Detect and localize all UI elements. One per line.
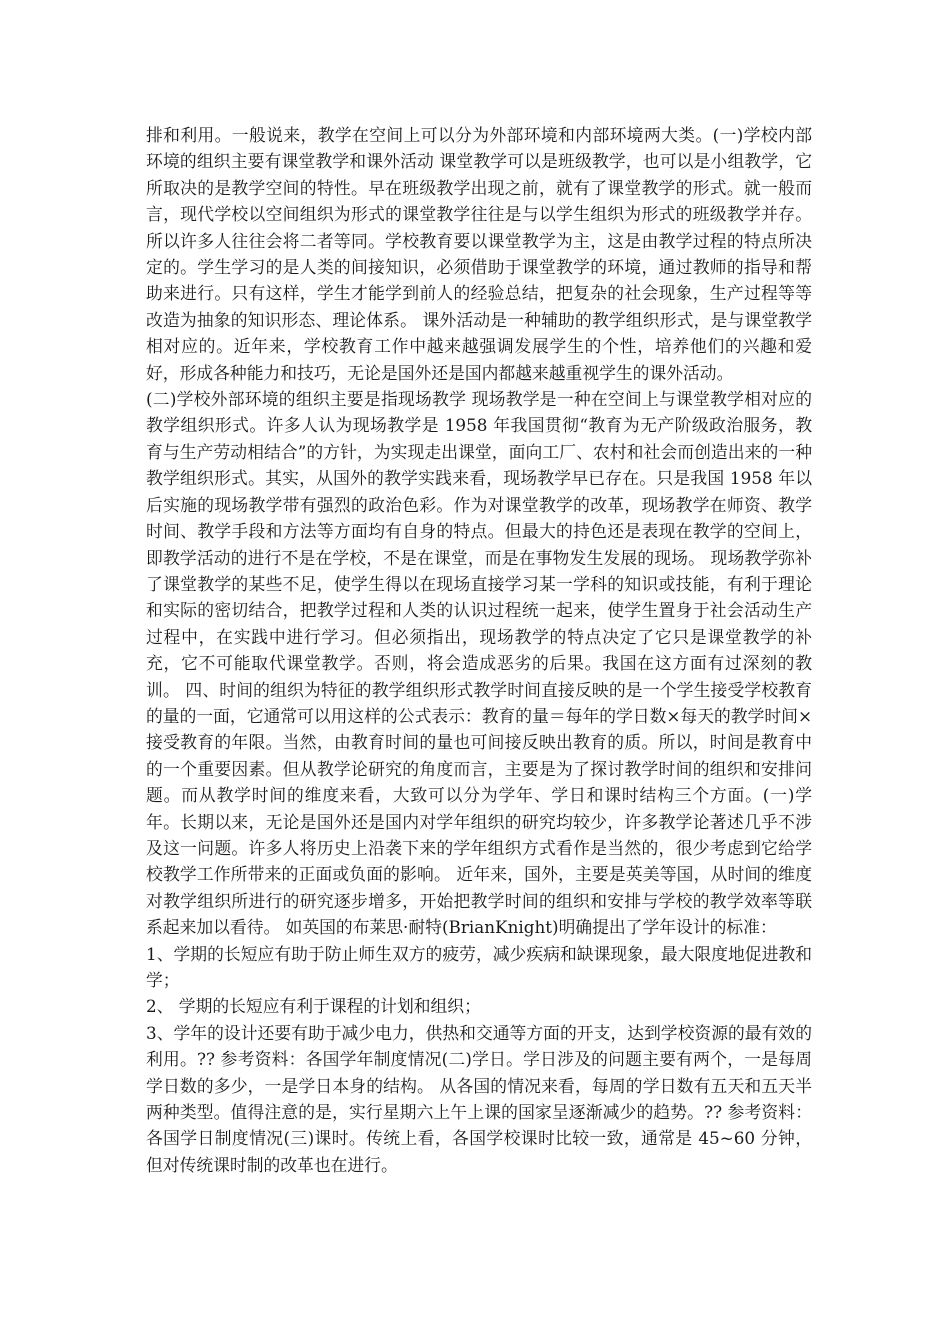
list-item-2: 2、 学期的长短应有利于课程的计划和组织；	[146, 996, 481, 1017]
list-item-1: 1、学期的长短应有助于防止师生双方的疲劳，减少疾病和缺课现象，最大限度地促进教和学；	[146, 943, 812, 990]
document-body	[146, 122, 812, 1178]
list-item-3: 3、学年的设计还要有助于减少电力，供热和交通等方面的开支，达到学校资源的最有效的利用。?? 参考资料：各国学年制度情况(二)学日。学日涉及的问题主要有两个，一是每周学日数的多少，一是学日本身的结构。 从各国的情况来看，每周的学日数有五天和五天半两种类型。值得注意的是，实行星期六上午上课的国家呈逐渐减少的趋势。?? 参考资料：各国学日制度情况(三)课时。传统上看，各国学校课时比较一致，通常是 45~60 分钟，但对传统课时制的改革也在进行。	[146, 1022, 812, 1175]
paragraph-2: (二)学校外部环境的组织主要是指现场教学 现场教学是一种在空间上与课堂教学相对应的教学组织形式。许多人认为现场教学是 1958 年我国贯彻“教育为无产阶级政治服务，教育与生产劳动相结合”的方针，为实现走出课堂，面向工厂、农村和社会而创造出来的一种教学组织形式。其实，从国外的教学实践来看，现场教学早已存在。只是我国 1958 年以后实施的现场教学带有强烈的政治色彩。作为对课堂教学的改革，现场教学在师资、教学时间、教学手段和方法等方面均有自身的特点。但最大的持色还是表现在教学的空间上，即教学活动的进行不是在学校，不是在课堂，而是在事物发生发展的现场。 现场教学弥补了课堂教学的某些不足，使学生得以在现场直接学习某一学科的知识或技能，有利于理论和实际的密切结合，把教学过程和人类的认识过程统一起来，使学生置身于社会活动生产过程中，在实践中进行学习。但必须指出，现场教学的特点决定了它只是课堂教学的补充，它不可能取代课堂教学。否则，将会造成恶劣的后果。我国在这方面有过深刻的教训。 四、时间的组织为特征的教学组织形式教学时间直接反映的是一个学生接受学校教育的量的一面，它通常可以用这样的公式表示：教育的量＝每年的学日数×每天的教学时间×接受教育的年限。当然，由教育时间的量也可间接反映出教育的质。所以，时间是教育中的一个重要因素。但从教学论研究的角度而言，主要是为了探讨教学时间的组织和安排问题。而从教学时间的维度来看，大致可以分为学年、学日和课时结构三个方面。(一)学年。长期以来，无论是国外还是国内对学年组织的研究均较少，许多教学论著述几乎不涉及这一问题。许多人将历史上沿袭下来的学年组织方式看作是当然的，很少考虑到它给学校教学工作所带来的正面或负面的影响。 近年来，国外，主要是英美等国，从时间的维度对教学组织所进行的研究逐步增多，开始把教学时间的组织和安排与学校的教学效率等联系起来加以看待。 如英国的布莱思·耐特(BrianKnight)明确提出了学年设计的标准：	[146, 389, 812, 938]
paragraph-1: 排和利用。一般说来，教学在空间上可以分为外部环境和内部环境两大类。(一)学校内部环境的组织主要有课堂教学和课外活动 课堂教学可以是班级教学，也可以是小组教学，它所取决的是教学空间的特性。早在班级教学出现之前，就有了课堂教学的形式。就一般而言，现代学校以空间组织为形式的课堂教学往往是与以学生组织为形式的班级教学并存。所以许多人往往会将二者等同。学校教育要以课堂教学为主，这是由教学过程的特点所决定的。学生学习的是人类的间接知识，必须借助于课堂教学的环境，通过教师的指导和帮助来进行。只有这样，学生才能学到前人的经验总结，把复杂的社会现象，生产过程等等改造为抽象的知识形态、理论体系。 课外活动是一种辅助的教学组织形式，是与课堂教学相对应的。近年来，学校教育工作中越来越强调发展学生的个性，培养他们的兴趣和爱好，形成各种能力和技巧，无论是国外还是国内都越来越重视学生的课外活动。	[146, 125, 812, 383]
